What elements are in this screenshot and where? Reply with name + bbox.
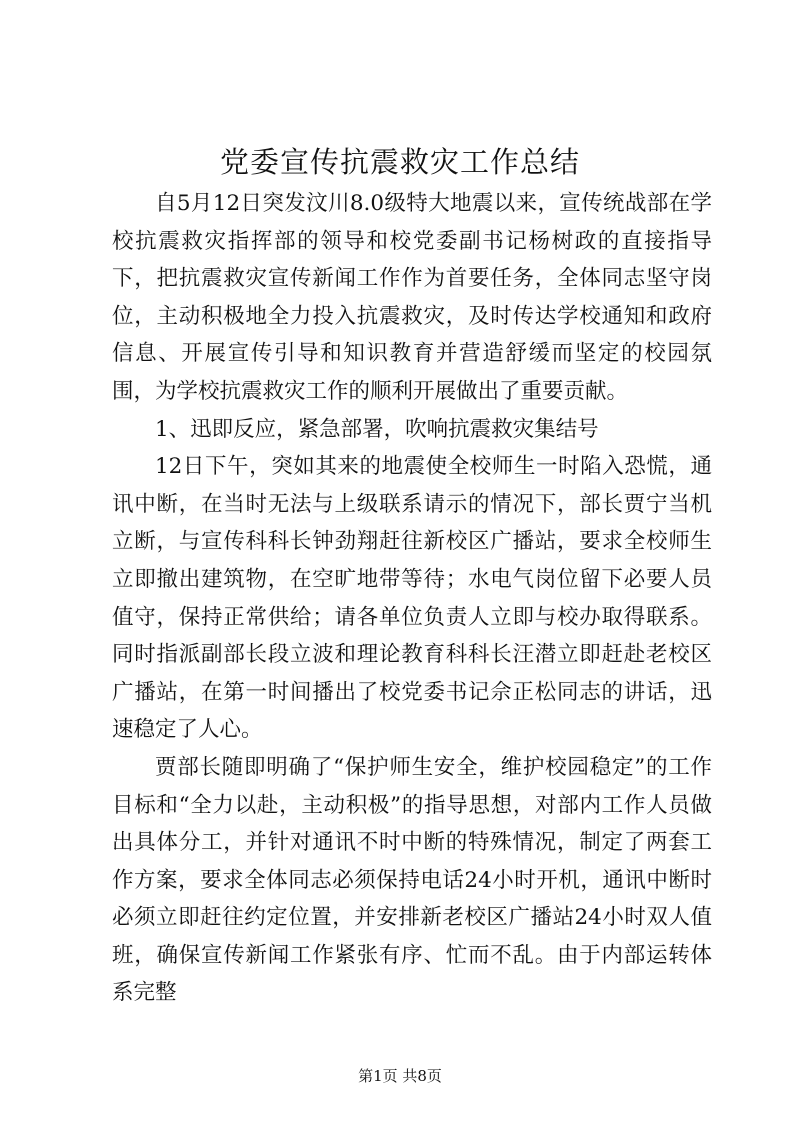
page-number-footer: 第1页 共8页 bbox=[358, 1067, 442, 1085]
document-title: 党委宣传抗震救灾工作总结 bbox=[219, 145, 580, 179]
document-body bbox=[112, 185, 712, 1012]
paragraph-may12: 12日下午，突如其来的地震使全校师生一时陷入恐慌，通讯中断，在当时无法与上级联系请示的情况下，部长贾宁当机立断，与宣传科科长钟劲翔赶往新校区广播站，要求全校师生立即撤出建筑物，在空旷地带等待；水电气岗位留下必要人员值守，保持正常供给；请各单位负责人立即与校办取得联系。同时指派副部长段立波和理论教育科科长汪潜立即赶赴老校区广播站，在第一时间播出了校党委书记佘正松同志的讲话，迅速稳定了人心。 bbox=[112, 454, 712, 743]
paragraph-intro: 自5月12日突发汶川8.0级特大地震以来，宣传统战部在学校抗震救灾指挥部的领导和校党委副书记杨树政的直接指导下，把抗震救灾宣传新闻工作作为首要任务，全体同志坚守岗位，主动积极地全力投入抗震救灾，及时传达学校通知和政府信息、开展宣传引导和知识教育并营造舒缓而坚定的校园氛围，为学校抗震救灾工作的顺利开展做出了重要贡献。 bbox=[112, 191, 712, 404]
paragraph-jia-minister: 贾部长随即明确了“保护师生安全，维护校园稳定”的工作目标和“全力以赴，主动积极”的指导思想，对部内工作人员做出具体分工，并针对通讯不时中断的特殊情况，制定了两套工作方案，要求全体同志必须保持电话24小时开机，通讯中断时必须立即赶往约定位置，并安排新老校区广播站24小时双人值班，确保宣传新闻工作紧张有序、忙而不乱。由于内部运转体系完整 bbox=[112, 754, 712, 1006]
section-heading-1: 1、迅即反应，紧急部署，吹响抗震救灾集结号 bbox=[155, 416, 599, 442]
